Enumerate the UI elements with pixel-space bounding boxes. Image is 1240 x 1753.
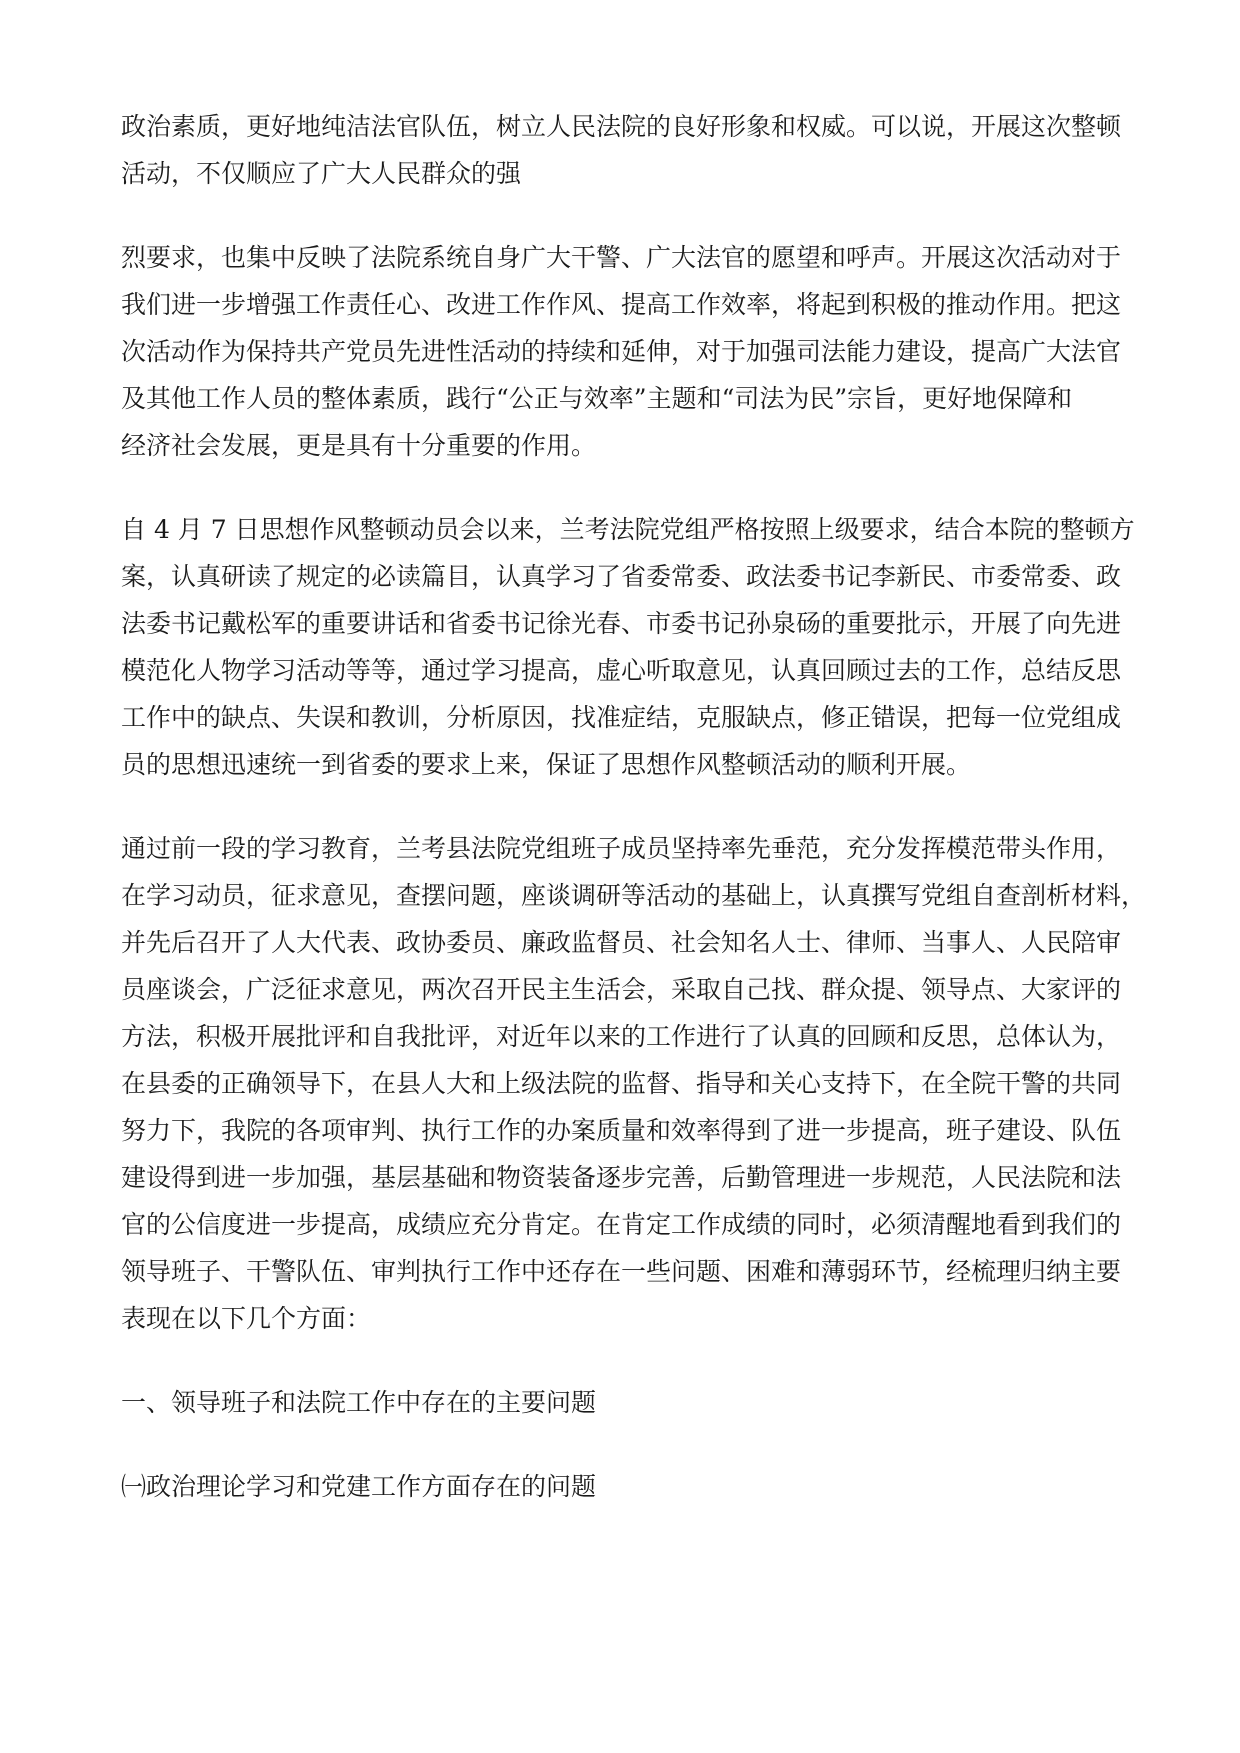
text-line: 在县委的正确领导下，在县人大和上级法院的监督、指导和关心支持下，在全院干警的共同 <box>121 1069 1122 1098</box>
text-line: 领导班子、干警队伍、审判执行工作中还存在一些问题、困难和薄弱环节，经梳理归纳主要 <box>121 1257 1122 1286</box>
text-line: 通过前一段的学习教育，兰考县法院党组班子成员坚持率先垂范，充分发挥模范带头作用， <box>121 834 1122 863</box>
text-line: 及其他工作人员的整体素质，践行“公正与效率”主题和“司法为民”宗旨，更好地保障和 <box>121 384 1073 413</box>
text-line: 在学习动员，征求意见，查摆问题，座谈调研等活动的基础上，认真撰写党组自查剖析材料， <box>121 881 1147 910</box>
text-line: 我们进一步增强工作责任心、改进工作作风、提高工作效率，将起到积极的推动作用。把这 <box>121 290 1122 319</box>
text-line: 自 4 月 7 日思想作风整顿动员会以来，兰考法院党组严格按照上级要求，结合本院的整顿方 <box>121 515 1135 544</box>
text-line: 次活动作为保持共产党员先进性活动的持续和延伸，对于加强司法能力建设，提高广大法官 <box>121 337 1122 366</box>
text-line: 努力下，我院的各项审判、执行工作的办案质量和效率得到了进一步提高，班子建设、队伍 <box>121 1116 1122 1145</box>
text-line: 工作中的缺点、失误和教训，分析原因，找准症结，克服缺点，修正错误，把每一位党组成 <box>121 703 1122 732</box>
text-line: 并先后召开了人大代表、政协委员、廉政监督员、社会知名人士、律师、当事人、人民陪审 <box>121 928 1122 957</box>
subsection-heading: ㈠政治理论学习和党建工作方面存在的问题 <box>121 1472 597 1501</box>
text-line: 表现在以下几个方面： <box>121 1304 372 1333</box>
text-line: 案，认真研读了规定的必读篇目，认真学习了省委常委、政法委书记李新民、市委常委、政 <box>121 562 1122 591</box>
text-line: 员的思想迅速统一到省委的要求上来，保证了思想作风整顿活动的顺利开展。 <box>121 750 972 779</box>
text-line: 法委书记戴松军的重要讲话和省委书记徐光春、市委书记孙泉砀的重要批示，开展了向先进 <box>121 609 1122 638</box>
text-line: 模范化人物学习活动等等，通过学习提高，虚心听取意见，认真回顾过去的工作，总结反思 <box>121 656 1122 685</box>
text-line: 政治素质，更好地纯洁法官队伍，树立人民法院的良好形象和权威。可以说，开展这次整顿 <box>121 112 1122 141</box>
text-line: 经济社会发展，更是具有十分重要的作用。 <box>121 431 597 460</box>
text-line: 方法，积极开展批评和自我批评，对近年以来的工作进行了认真的回顾和反思，总体认为， <box>121 1022 1122 1051</box>
text-line: 官的公信度进一步提高，成绩应充分肯定。在肯定工作成绩的同时，必须清醒地看到我们的 <box>121 1210 1122 1239</box>
text-line: 员座谈会，广泛征求意见，两次召开民主生活会，采取自己找、群众提、领导点、大家评的 <box>121 975 1122 1004</box>
text-line: 烈要求，也集中反映了法院系统自身广大干警、广大法官的愿望和呼声。开展这次活动对于 <box>121 243 1122 272</box>
section-heading: 一、领导班子和法院工作中存在的主要问题 <box>121 1388 597 1417</box>
text-line: 建设得到进一步加强，基层基础和物资装备逐步完善，后勤管理进一步规范，人民法院和法 <box>121 1163 1122 1192</box>
text-line: 活动，不仅顺应了广大人民群众的强 <box>121 159 522 188</box>
